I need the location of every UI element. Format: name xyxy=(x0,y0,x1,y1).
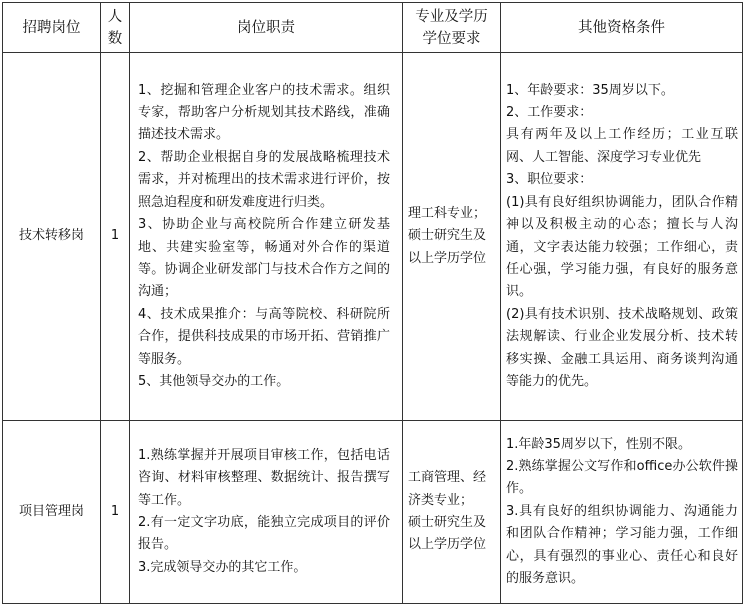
header-count-line1: 人 xyxy=(107,8,123,25)
row-conditions: 1、年龄要求：35周岁以下。 2、工作要求： 具有两年及以上工作经历；工业互联网、人工智能、深度学习专业优先 3、职位要求： (1)具有良好组织协调能力，团队合作精神以及积极主动的心态；擅长与人沟通，文字表达能力较强；工作细心，责任心强，学习能力强，有良好的服务意识。 (2)具有技术识别、技术战略规划、政策法规解读、行业企业发展分析、技术转移实操、金融工具运用、商务谈判沟通等能力的优先。 xyxy=(501,53,743,421)
header-duties: 岗位职责 xyxy=(130,3,403,53)
header-count-line2: 数 xyxy=(107,30,123,47)
header-major-line1: 专业及学历 xyxy=(415,8,488,25)
table-row xyxy=(3,421,743,604)
header-major-line2: 学位要求 xyxy=(422,30,481,47)
row-major: 工商管理、经济类专业； 硕士研究生及以上学历学位 xyxy=(403,421,501,604)
row-count: 1 xyxy=(101,421,130,604)
row-duties: 1、挖掘和管理企业客户的技术需求。组织专家，帮助客户分析规划其技术路线，准确描述技术需求。 2、帮助企业根据自身的发展战略梳理技术需求，并对梳理出的技术需求进行评价，按照急迫程度和研发难度进行归类。 3、协助企业与高校院所合作建立研发基地、共建实验室等，畅通对外合作的渠道等。协调企业研发部门与技术合作方之间的沟通； 4、技术成果推介：与高等院校、科研院所合作，提供科技成果的市场开拓、营销推广等服务。 5、其他领导交办的工作。 xyxy=(130,53,403,421)
row-duties: 1.熟练掌握并开展项目审核工作，包括电话咨询、材料审核整理、数据统计、报告撰写等工作。 2.有一定文字功底，能独立完成项目的评价报告。 3.完成领导交办的其它工作。 xyxy=(130,421,403,604)
row-count: 1 xyxy=(101,53,130,421)
header-count xyxy=(101,3,130,53)
header-conditions: 其他资格条件 xyxy=(501,3,743,53)
row-position: 技术转移岗 xyxy=(3,53,101,421)
header-position: 招聘岗位 xyxy=(3,3,101,53)
row-major: 理工科专业； 硕士研究生及以上学历学位 xyxy=(403,53,501,421)
table-row xyxy=(3,53,743,421)
row-conditions: 1.年龄35周岁以下，性别不限。 2.熟练掌握公文写作和office办公软件操作。 3.具有良好的组织协调能力、沟通能力和团队合作精神；学习能力强，工作细心，具有强烈的事业心、责任心和良好的服务意识。 xyxy=(501,421,743,604)
recruitment-table xyxy=(2,2,743,604)
header-major xyxy=(403,3,501,53)
row-position: 项目管理岗 xyxy=(3,421,101,604)
header-row xyxy=(3,3,743,53)
